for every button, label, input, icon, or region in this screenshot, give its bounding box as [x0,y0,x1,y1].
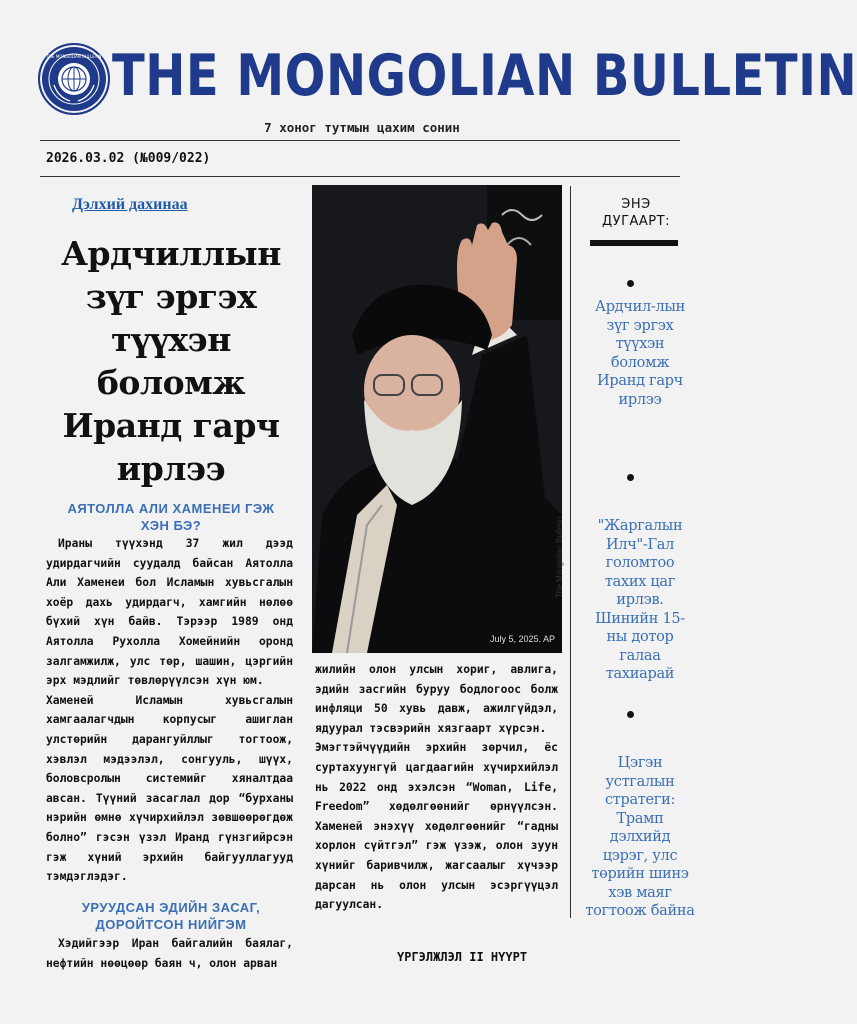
sidebar-underline [590,240,678,246]
svg-text:THE MONGOLIAN BULLETIN: THE MONGOLIAN BULLETIN [46,54,102,59]
dateline: 2026.03.02 (№009/022) [46,151,211,166]
article-body-col2 [315,660,558,915]
bullet-icon [627,280,634,287]
photo-watermark: The Mongolian Bulletin [555,516,564,598]
article-headline: Ардчиллын зүг эргэх түүхэн боломж Иранд гарч ирлээ [61,234,281,488]
subhead-who-is-khamenei: АЯТОЛЛА АЛИ ХАМЕНЕИ ГЭЖ ХЭН БЭ? [67,501,275,533]
article-body-col1 [46,534,293,887]
khamenei-photo [312,185,562,653]
sidebar-item-democracy[interactable]: Ардчил-лын зүг эргэх түүхэн боломж Иранд гарч ирлээ [595,299,685,408]
body-paragraph: Хаменей Исламын хувьсгалын хамгаалагчдын корпусыг ашиглан улстөрийн дарангуйллыг тогтоож, хэвлэл мэдээлэл, сонгууль, шүүх, боловсролын системийг хяналтдаа авсан. Түүний засаглал дор “бурханы нэрийн өмнө хүчирхийлэл зөвшөөрөгдөж болно” гэсэн үзэл Иранд гүнзгийрсэн гэж хүний эрхийн байгууллагууд тэмдэглэдэг. [46,693,293,884]
body-paragraph: Эмэгтэйчүүдийн эрхийн зөрчил, ёс суртахуунгүй цагдаагийн хүчирхийлэл нь 2022 онд эхэлсэн “Woman, Life, Freedom” хөдөлгөөнийг өрнүүлсэн. Хаменей энэхүү хөдөлгөөнийг “гадны хорлон сүйтгэл” гэж үзэж, олон зуун хүнийг баривчилж, жагсаалыг хүчээр дарсан нь олон улсын эсэргүүцэл дагуулсан. [315,741,558,912]
article-body-col1-tail [46,934,293,973]
bullet-icon [627,711,634,718]
body-paragraph: жилийн олон улсын хориг, авлига, эдийн засгийн буруу бодлогоос болж инфляци 50 хувь давж, ажилгүйдэл, ядуурал тэсвэрийн хязгаарт хүрсэн. [315,663,558,735]
sidebar-item-trump-strategy[interactable]: Цэгэн устгалын стратеги: Трамп дэлхийд цэрэг, улс төрийн шинэ хэв маяг тогтоож байна [585,755,695,919]
body-paragraph: Ираны түүхэнд 37 жил дээд удирдагчийн суудалд байсан Аятолла Али Хаменеи бол Исламын хувьсгалын хоёр дахь удирдагч, хамгийн нөлөө бүхий хүн байв. Тэрээр 1989 онд Аятолла Рухолла Хомейнийн оронд залгамжилж, улс төр, шашин, цэргийн эрх мэдлийг төвлөрүүлсэн хүн юм. [46,537,293,688]
bullet-icon [627,474,634,481]
photo-credit: July 5, 2025. AP [490,634,556,644]
column-divider [570,186,571,918]
section-link[interactable]: Дэлхий дахинаа [72,196,188,213]
tagline: 7 хоног тутмын цахим сонин [264,120,460,135]
sidebar-item-fire-ritual[interactable]: "Жаргалын Илч"-Гал голомтоо тахих цаг ирлэв. Шинийн 15-ны дотор галаа тахиарай [595,518,685,682]
masthead-rule-bottom [40,176,680,177]
sidebar-title: ЭНЭ ДУГААРТ: [602,197,670,229]
bulletin-logo [38,43,110,115]
subhead-economy: УРУУДСАН ЭДИЙН ЗАСАГ, ДОРОЙТСОН НИЙГЭМ [81,900,261,932]
masthead-title: THE MONGOLIAN BULLETIN [112,42,857,110]
continued-on-page: ҮРГЭЛЖЛЭЛ II НҮҮРТ [397,950,528,964]
masthead-rule-top [40,140,680,141]
body-paragraph: Хэдийгээр Иран байгалийн баялаг, нефтийн нөөцөөр баян ч, олон арван [46,937,293,970]
